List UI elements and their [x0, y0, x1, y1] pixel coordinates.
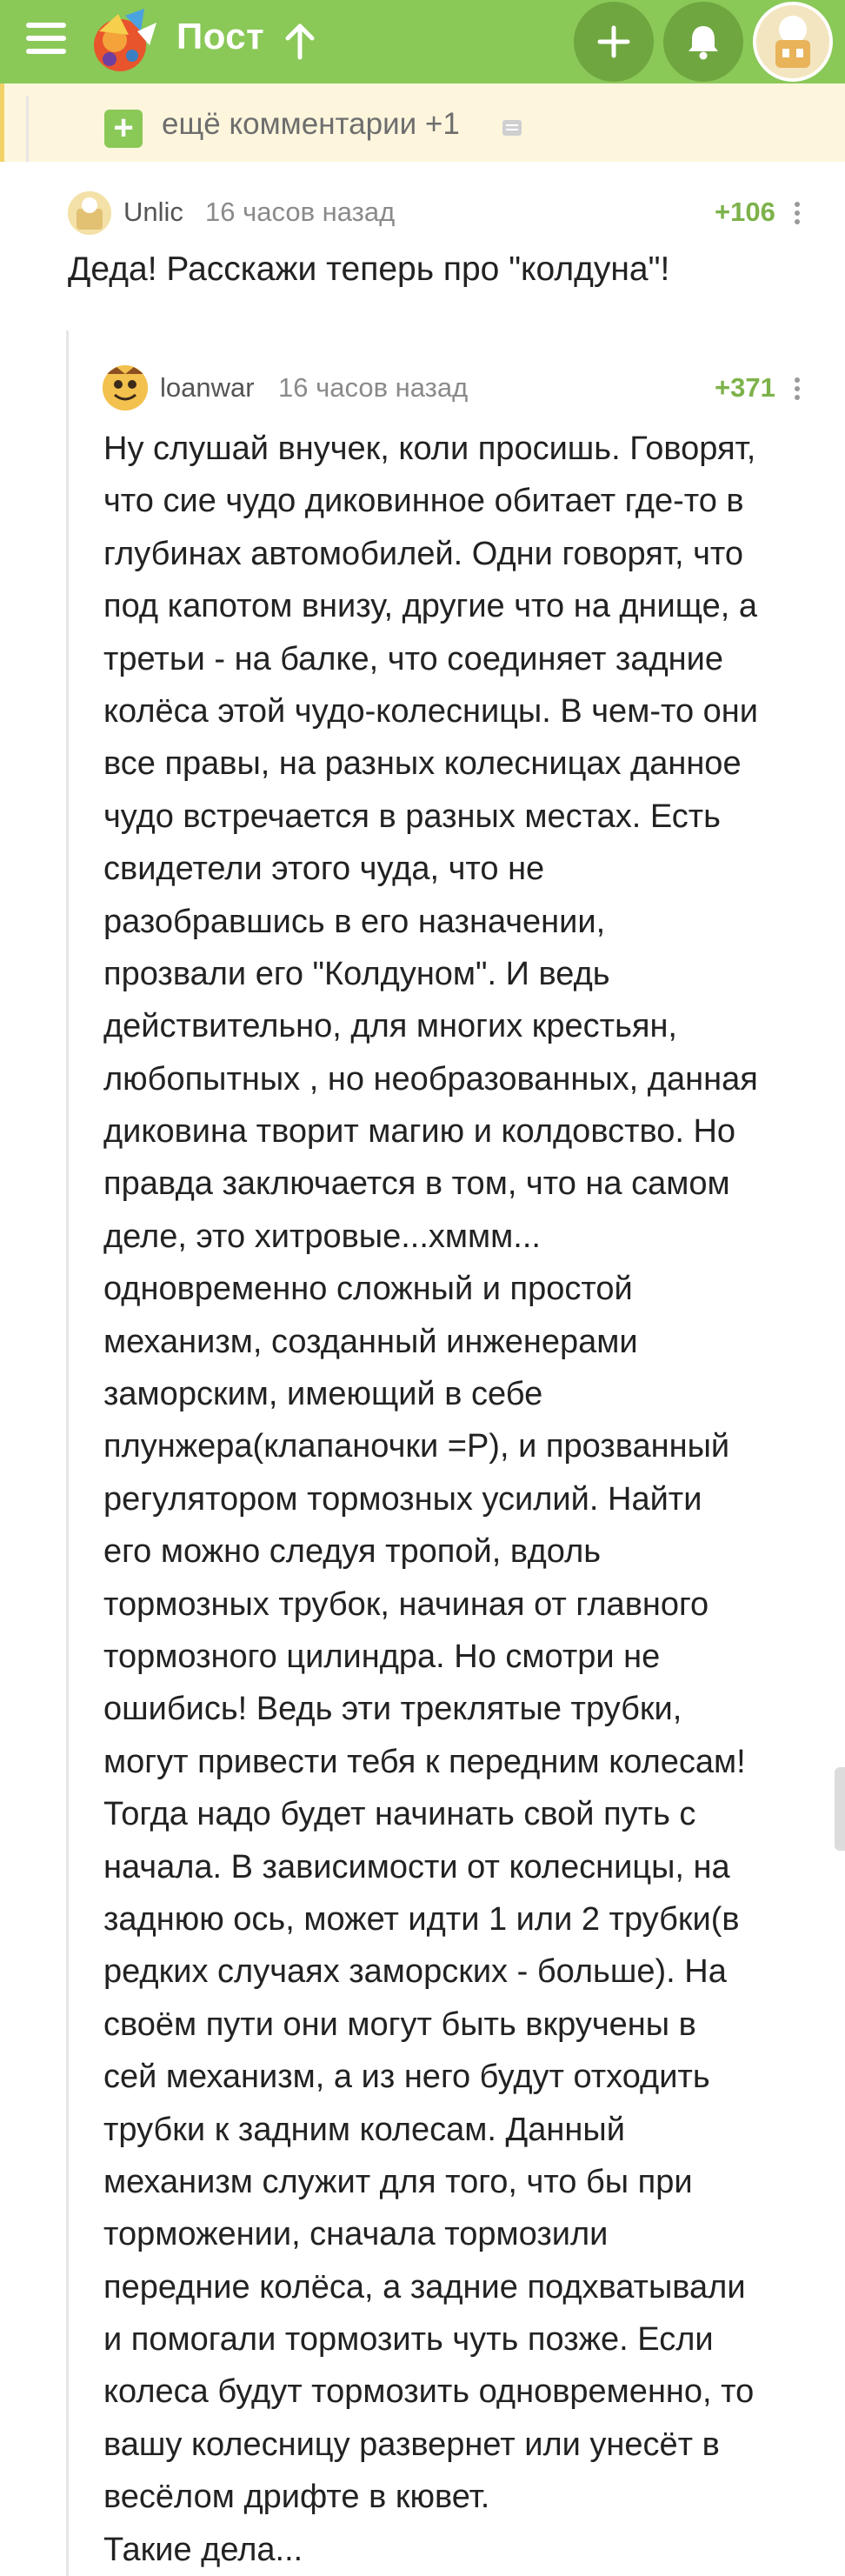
comment-author[interactable]: loanwar	[160, 372, 255, 403]
comment-line: Такие дела...	[103, 2531, 303, 2568]
avatar-image	[103, 365, 148, 410]
profile-avatar[interactable]	[753, 2, 833, 82]
comment-line: любопытных , но необразованных, данная	[103, 1060, 758, 1098]
comment-line: и помогали тормозить чуть позже. Если	[103, 2321, 714, 2359]
comment-line: третьи - на балке, что соединяет задние	[103, 640, 723, 677]
comment-line: своём пути они могут быть вкручены в	[103, 2005, 696, 2043]
avatar	[756, 5, 829, 78]
comment-line: прозвали его "Колдуном". И ведь	[103, 955, 610, 992]
comment-icon	[502, 120, 522, 136]
comment-text	[103, 423, 834, 2576]
comment-line: правда заключается в том, что на самом	[103, 1165, 730, 1203]
plus-icon	[596, 24, 631, 59]
pikabu-logo-icon[interactable]	[83, 5, 162, 78]
comment-rating: +371	[715, 372, 775, 403]
comment-line: начала. В зависимости от колесницы, на	[103, 1848, 730, 1885]
avatar[interactable]	[68, 191, 111, 235]
comment-line: заднюю ось, может идти 1 или 2 трубки(в	[103, 1900, 740, 1938]
comment-line: передние колёса, а задние подхватывали	[103, 2268, 746, 2306]
comment-line: регулятором тормозных усилий. Найти	[103, 1480, 702, 1518]
comment-line: под капотом внизу, другие что на днище, а	[103, 588, 757, 625]
comment-rating: +106	[715, 197, 775, 227]
comment-line: механизм служит для того, что бы при	[103, 2163, 693, 2200]
comment-line: глубинах автомобилей. Одни говорят, что	[103, 535, 744, 572]
scrollbar[interactable]	[835, 1767, 845, 1851]
comment-line: действительно, для многих крестьян,	[103, 1008, 677, 1045]
notifications-button[interactable]	[663, 2, 743, 82]
reply-thread-line[interactable]	[66, 330, 69, 2576]
top-bar	[0, 0, 845, 83]
comment-line: ошибись! Ведь эти треклятые трубки,	[103, 1691, 682, 1728]
comment-line: весёлом дрифте в кювет.	[103, 2479, 490, 2516]
comment-line: сей механизм, а из него будут отходить	[103, 2059, 710, 2096]
comment-line: торможении, сначала тормозили	[103, 2216, 609, 2253]
comment-time: 16 часов назад	[205, 197, 396, 227]
expand-comments-button[interactable]: +	[104, 110, 143, 148]
comment-text: Деда! Расскажи теперь про "колдуна"!	[68, 250, 670, 288]
comment-line: тормозного цилиндра. Но смотри не	[103, 1638, 661, 1675]
comment-line: вашу колесницу развернет или унесёт в	[103, 2426, 720, 2463]
comment-line: колёса этой чудо-колесницы. В чем-то они	[103, 692, 758, 730]
bell-icon	[685, 23, 722, 61]
comment-time: 16 часов назад	[278, 372, 469, 403]
comment-line: одновременно сложный и простой	[103, 1271, 633, 1308]
comment-line: тормозных трубок, начиная от главного	[103, 1585, 709, 1623]
more-options-icon[interactable]	[795, 202, 800, 228]
comment-line: редких случаях заморских - больше). На	[103, 1953, 727, 1991]
comment-line: свидетели этого чуда, что не	[103, 851, 545, 888]
comment-line: диковина творит магию и колдовство. Но	[103, 1113, 736, 1151]
more-comments-link[interactable]: ещё комментарии +1	[162, 107, 460, 141]
comment-line: его можно следуя тропой, вдоль	[103, 1533, 602, 1571]
comment-line: все правы, на разных колесницах данное	[103, 745, 742, 783]
comment-author[interactable]: Unlic	[123, 197, 183, 227]
comment-line: механизм, созданный инженерами	[103, 1323, 638, 1360]
comment-line: деле, это хитровые...хммм...	[103, 1218, 541, 1255]
comment-line: разобравшись в его назначении,	[103, 903, 606, 940]
comment-line: что сие чудо диковинное обитает где-то в	[103, 483, 744, 520]
comment-line: заморским, имеющий в себе	[103, 1376, 543, 1413]
avatar-image	[68, 191, 111, 235]
more-options-icon[interactable]	[795, 377, 800, 404]
comment-line: трубки к задним колесам. Данный	[103, 2111, 625, 2148]
comment-line: колеса будут тормозить одновременно, то	[103, 2373, 755, 2411]
add-post-button[interactable]	[574, 2, 654, 82]
arrow-up-icon[interactable]	[283, 23, 317, 61]
hamburger-icon[interactable]	[26, 23, 66, 59]
comment-line: Ну слушай внучек, коли просишь. Говорят,	[103, 430, 756, 467]
page-title: Пост	[176, 16, 265, 57]
comment-line: чудо встречается в разных местах. Есть	[103, 797, 721, 835]
avatar[interactable]	[103, 365, 148, 410]
comment-line: Тогда надо будет начинать свой путь с	[103, 1796, 696, 1833]
comment-line: могут привести тебя к передним колесам!	[103, 1743, 746, 1780]
comment-line: плунжера(клапаночки =Р), и прозванный	[103, 1428, 730, 1465]
thread-line	[26, 96, 29, 162]
